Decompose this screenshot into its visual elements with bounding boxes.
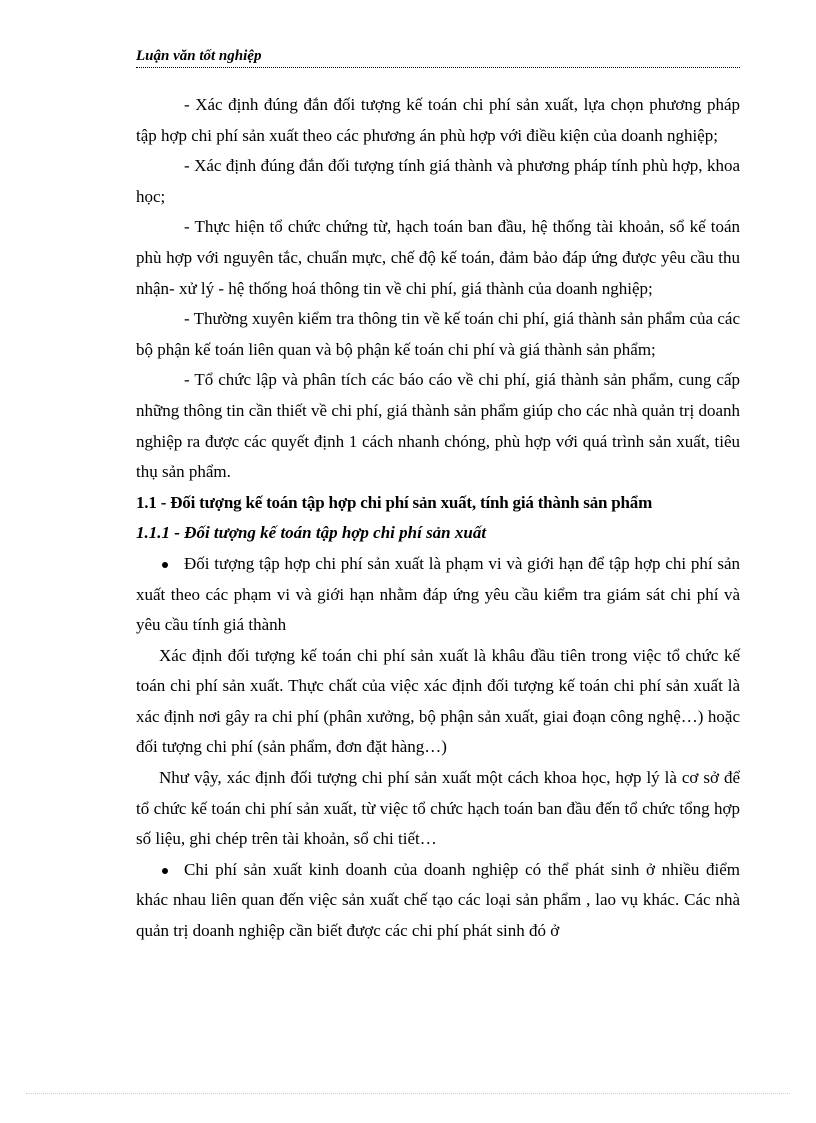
paragraph: - Thường xuyên kiểm tra thông tin về kế toán chi phí, giá thành sản phẩm của các bộ phận kế toán liên quan và bộ phận kế toán chi phí và giá thành sản phẩm;	[136, 309, 740, 359]
header-divider	[136, 67, 740, 68]
bullet-icon	[162, 868, 168, 874]
paragraph: - Tổ chức lập và phân tích các báo cáo về chi phí, giá thành sản phẩm, cung cấp những thông tin cần thiết về chi phí, giá thành sản phẩm giúp cho các nhà quản trị doanh nghiệp ra được các quyết định 1 cách nhanh chóng, phù hợp với quá trình sản xuất, tiêu thụ sản phẩm.	[136, 370, 740, 482]
subsection-heading: 1.1.1 - Đối tượng kế toán tập hợp chi phí sản xuất	[136, 523, 487, 543]
paragraph: - Xác định đúng đắn đối tượng tính giá thành và phương pháp tính phù hợp, khoa học;	[136, 156, 740, 206]
bullet-icon	[162, 562, 168, 568]
bullet-item	[136, 855, 740, 947]
bullet-text: Chi phí sản xuất kinh doanh của doanh nghiệp có thể phát sinh ở nhiều điểm khác nhau liên quan đến việc sản xuất chế tạo các loại sản phẩm , lao vụ khác. Các nhà quản trị doanh nghiệp cần biết được các chi phí phát sinh đó ở	[136, 859, 740, 941]
document-body	[136, 90, 740, 947]
paragraph: Như vậy, xác định đối tượng chi phí sản xuất một cách khoa học, hợp lý là cơ sở để tổ chức kế toán chi phí sản xuất, từ việc tổ chức hạch toán ban đầu đến tổ chức tổng hợp số liệu, ghi chép trên tài khoản, sổ chi tiết…	[136, 768, 740, 849]
section-heading: 1.1 - Đối tượng kế toán tập hợp chi phí sản xuất, tính giá thành sản phẩm	[136, 492, 653, 512]
footer-divider	[26, 1093, 790, 1094]
paragraph: - Thực hiện tổ chức chứng từ, hạch toán ban đầu, hệ thống tài khoản, sổ kế toán phù hợp với nguyên tắc, chuẩn mực, chế độ kế toán, đảm bảo đáp ứng được yêu cầu thu nhận- xử lý - hệ thống hoá thông tin về chi phí, giá thành của doanh nghiệp;	[136, 217, 740, 298]
paragraph: Xác định đối tượng kế toán chi phí sản xuất là khâu đầu tiên trong việc tổ chức kế toán chi phí sản xuất. Thực chất của việc xác định đối tượng kế toán chi phí sản xuất là xác định nơi gây ra chi phí (phân xưởng, bộ phận sản xuất, giai đoạn công nghệ…) hoặc đối tượng chi phí (sản phẩm, đơn đặt hàng…)	[136, 645, 740, 757]
bullet-item	[136, 549, 740, 641]
page-header-title: Luận văn tốt nghiệp	[136, 48, 262, 64]
bullet-text: Đối tượng tập hợp chi phí sản xuất là phạm vi và giới hạn để tập hợp chi phí sản xuất theo các phạm vi và giới hạn nhằm đáp ứng yêu cầu kiểm tra giám sát chi phí và yêu cầu tính giá thành	[136, 553, 740, 635]
paragraph: - Xác định đúng đắn đối tượng kế toán chi phí sản xuất, lựa chọn phương pháp tập hợp chi phí sản xuất theo các phương án phù hợp với điều kiện của doanh nghiệp;	[136, 95, 740, 145]
